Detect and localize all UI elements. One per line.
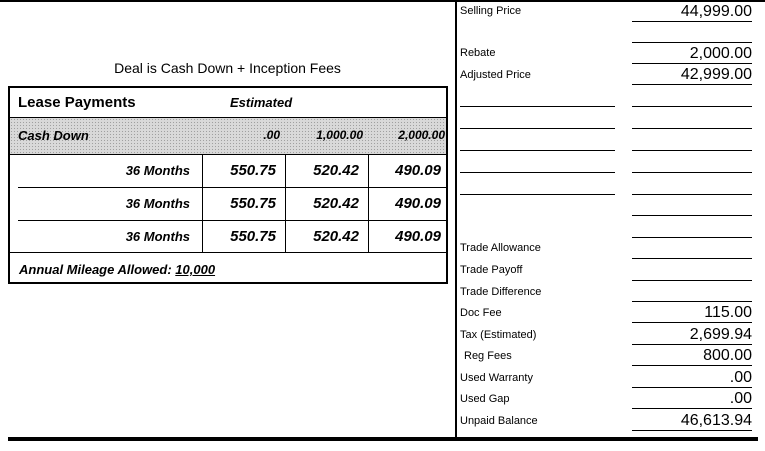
entry-line — [632, 365, 752, 366]
payment-value: 550.75 — [230, 162, 276, 179]
selling-price-label: Selling Price — [460, 5, 522, 17]
reg-fees-label: Reg Fees — [464, 350, 512, 362]
tax-value: 2,699.94 — [689, 326, 752, 343]
top-rule — [0, 0, 765, 2]
entry-line — [632, 63, 752, 64]
column-line — [202, 154, 203, 252]
entry-line — [632, 172, 752, 173]
column-line — [285, 154, 286, 252]
entry-line — [632, 42, 752, 43]
adjusted-price-value: 42,999.00 — [680, 66, 752, 83]
used-gap-label: Used Gap — [460, 393, 510, 405]
trade-payoff-label: Trade Payoff — [460, 264, 523, 276]
payment-value: 490.09 — [395, 162, 441, 179]
divider — [18, 187, 446, 188]
deal-note: Deal is Cash Down + Inception Fees — [114, 60, 341, 76]
blank-line — [460, 150, 615, 151]
entry-line — [632, 21, 752, 22]
selling-price-value: 44,999.00 — [680, 3, 752, 20]
entry-line — [632, 301, 752, 302]
mileage-value: 10,000 — [175, 262, 216, 277]
blank-line — [460, 172, 615, 173]
entry-line — [632, 387, 752, 388]
payment-value: 520.42 — [313, 162, 359, 179]
estimated-label: Estimated — [230, 95, 293, 110]
entry-line — [632, 84, 752, 85]
entry-line — [632, 280, 752, 281]
adjusted-price-label: Adjusted Price — [460, 69, 531, 81]
entry-line — [632, 408, 752, 409]
payment-value: 550.75 — [230, 195, 276, 212]
lease-payments-box — [8, 86, 448, 284]
divider — [10, 252, 446, 253]
lease-title: Lease Payments — [18, 94, 136, 111]
term-label: 36 Months — [125, 229, 190, 244]
entry-line — [632, 322, 752, 323]
payment-value: 520.42 — [313, 195, 359, 212]
blank-line — [460, 106, 615, 107]
used-gap-value: .00 — [729, 390, 752, 407]
term-label: 36 Months — [125, 196, 190, 211]
bottom-rule — [8, 437, 758, 441]
unpaid-balance-label: Unpaid Balance — [460, 415, 538, 427]
column-divider — [455, 0, 457, 440]
cash-down-option-2: 1,000.00 — [316, 128, 363, 142]
cash-down-option-1: .00 — [263, 128, 280, 142]
payment-value: 490.09 — [395, 228, 441, 245]
payment-value: 520.42 — [313, 228, 359, 245]
entry-line — [632, 194, 752, 195]
entry-line — [632, 150, 752, 151]
unpaid-balance-value: 46,613.94 — [680, 412, 752, 429]
doc-fee-value: 115.00 — [704, 304, 752, 321]
blank-line — [460, 128, 615, 129]
entry-line — [632, 430, 752, 431]
column-line — [368, 154, 369, 252]
mileage-row — [19, 262, 215, 277]
term-label: 36 Months — [125, 163, 190, 178]
rebate-label: Rebate — [460, 47, 496, 59]
divider — [10, 154, 446, 155]
divider — [18, 220, 446, 221]
payment-value: 490.09 — [395, 195, 441, 212]
entry-line — [632, 237, 752, 238]
rebate-value: 2,000.00 — [689, 45, 752, 62]
cash-down-row — [10, 118, 446, 154]
cash-down-label: Cash Down — [18, 128, 89, 143]
entry-line — [632, 344, 752, 345]
trade-allowance-label: Trade Allowance — [460, 242, 541, 254]
entry-line — [632, 128, 752, 129]
used-warranty-label: Used Warranty — [460, 372, 533, 384]
payment-value: 550.75 — [230, 228, 276, 245]
used-warranty-value: .00 — [729, 369, 752, 386]
cash-down-option-3: 2,000.00 — [398, 128, 445, 142]
trade-difference-label: Trade Difference — [460, 286, 542, 298]
mileage-label: Annual Mileage Allowed: — [19, 262, 172, 277]
entry-line — [632, 215, 752, 216]
entry-line — [632, 258, 752, 259]
reg-fees-value: 800.00 — [703, 347, 752, 364]
tax-label: Tax (Estimated) — [460, 329, 537, 341]
doc-fee-label: Doc Fee — [460, 307, 502, 319]
blank-line — [460, 194, 615, 195]
entry-line — [632, 106, 752, 107]
